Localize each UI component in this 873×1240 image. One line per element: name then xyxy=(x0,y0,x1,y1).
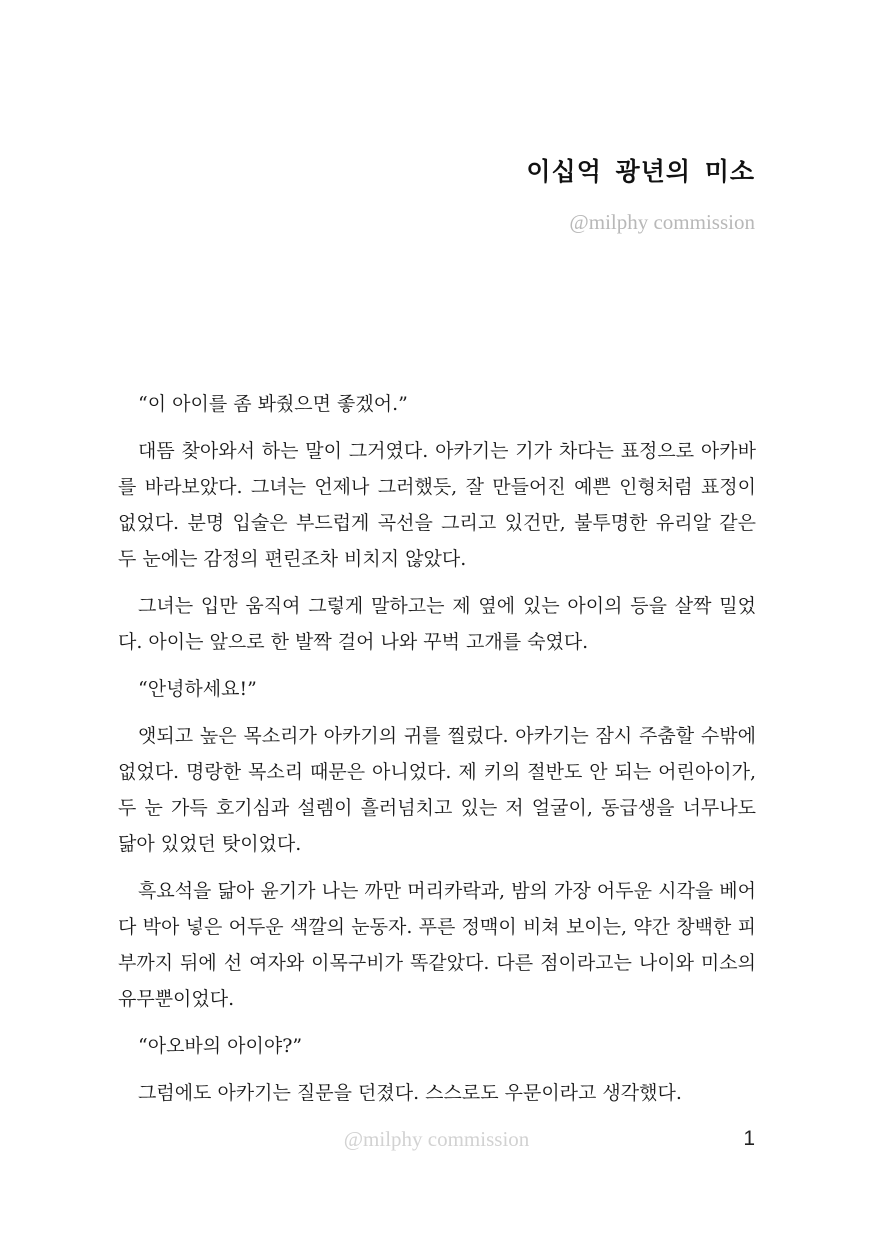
paragraph: “아오바의 아이야?” xyxy=(138,1035,303,1057)
page-footer xyxy=(0,1127,873,1157)
paragraph: 그럼에도 아카기는 질문을 던졌다. 스스로도 우문이라고 생각했다. xyxy=(138,1082,682,1104)
paragraph: 흑요석을 닮아 윤기가 나는 까만 머리카락과, 밤의 가장 어두운 시각을 베어다 박아 넣은 어두운 색깔의 눈동자. 푸른 정맥이 비쳐 보이는, 약간 창백한 피부까지 뒤에 선 여자와 이목구비가 똑같았다. 다른 점이라고는 나이와 미소의 유무뿐이었다. xyxy=(118,880,756,1010)
paragraph: “이 아이를 좀 봐줬으면 좋겠어.” xyxy=(138,393,408,415)
paragraph: 앳되고 높은 목소리가 아카기의 귀를 찔렀다. 아카기는 잠시 주춤할 수밖에 없었다. 명랑한 목소리 때문은 아니었다. 제 키의 절반도 안 되는 어린아이가, 두 눈 가득 호기심과 설렘이 흘러넘치고 있는 저 얼굴이, 동급생을 너무나도 닮아 있었던 탓이었다. xyxy=(118,725,756,855)
footer-watermark: @milphy commission xyxy=(343,1127,530,1151)
paragraph: 대뜸 찾아와서 하는 말이 그거였다. 아카기는 기가 차다는 표정으로 아카바를 바라보았다. 그녀는 언제나 그러했듯, 잘 만들어진 예쁜 인형처럼 표정이 없었다. 분명 입술은 부드럽게 곡선을 그리고 있건만, 불투명한 유리알 같은 두 눈에는 감정의 편린조차 비치지 않았다. xyxy=(118,440,756,570)
paragraph: 그녀는 입만 움직여 그렇게 말하고는 제 옆에 있는 아이의 등을 살짝 밀었다. 아이는 앞으로 한 발짝 걸어 나와 꾸벅 고개를 숙였다. xyxy=(118,595,756,653)
body-text xyxy=(118,386,756,1122)
paragraph: “안녕하세요!” xyxy=(138,678,257,700)
page-title: 이십억 광년의 미소 xyxy=(526,157,755,186)
page-number: 1 xyxy=(743,1127,755,1150)
page-subtitle-credit: @milphy commission xyxy=(569,210,755,234)
